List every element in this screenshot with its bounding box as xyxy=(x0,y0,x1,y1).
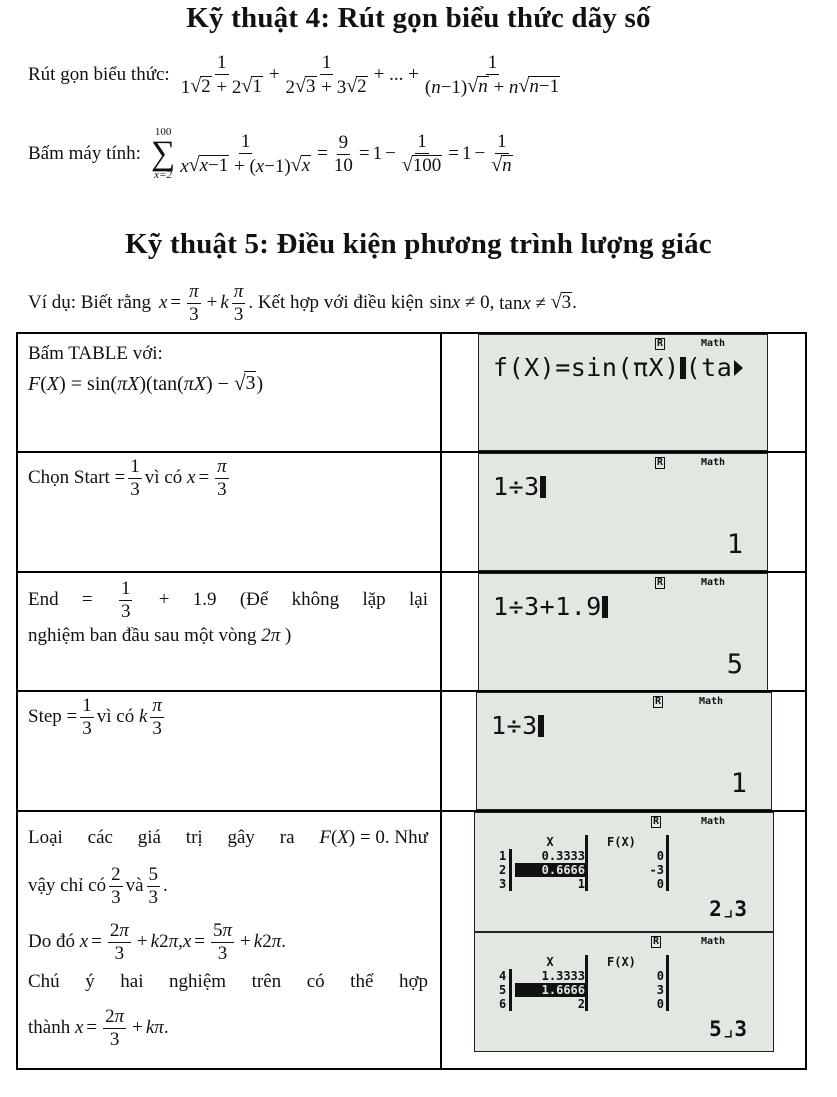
calculator-screen: R Math 1÷3+1.9 5 xyxy=(478,573,768,691)
calculator-table-screen: R Math 1 2 3 X 0.3333 0.6666 1 F(X) 0 -3 0 2⌟3 xyxy=(474,812,774,932)
row1-text: Bấm TABLE với: F(X) = sin(πX)(tan(πX) − √ 3 ) xyxy=(28,340,428,399)
table-row xyxy=(18,451,805,571)
row5-text: Loại các giá trị gây ra F(X) = 0. Như vậy chỉ có $\frac{2}{3}$ và $\frac{5}{3}$ . Do đó x = $\frac{2\pi}{3}$ + k 2 π , x = $\frac{5\pi}{3}$ + k 2 π . Chú ý hai nghiệm trên có thể hợp thành x = $\frac{2\pi}{3}$ + kπ . xyxy=(28,826,428,1050)
example-prefix: Ví dụ: Biết rằng xyxy=(28,292,151,313)
simplify-expression: Rút gọn biểu thức: 1 1 √ 2 + 2 √ 1 + 1 2 √ 3 + 3 √ 2 + ... + 1 (n−1) √ n + n √ n−1 xyxy=(28,51,560,98)
series-term-2: 1 2 √ 3 + 3 √ 2 xyxy=(285,51,367,98)
series-term-1: 1 1 √ 2 + 2 √ 1 xyxy=(180,51,262,98)
table-row xyxy=(18,571,805,690)
condition-tan: tanx ≠ √ 3 xyxy=(499,291,572,314)
cursor-icon xyxy=(540,476,546,498)
series-term-n: 1 (n−1) √ n + n √ n−1 xyxy=(424,51,560,98)
table-row xyxy=(18,690,805,810)
screen-expression: f(X)=sin(πX) (ta xyxy=(493,353,743,382)
row1-formula: F(X) = sin(πX)(tan(πX) − √ 3 ) xyxy=(28,370,264,395)
calculator-screen: R Math 1÷3 1 xyxy=(476,692,772,810)
calculator-screen: R Math 1÷3 1 xyxy=(478,453,768,571)
simplify-label: Rút gọn biểu thức: xyxy=(28,64,170,85)
row3-text: End = $\frac{1}{3}$ + 1.9 (Để không lặp lại nghiệm ban đầu sau một vòng 2π ) xyxy=(28,578,428,646)
table-row xyxy=(18,334,805,451)
cursor-icon xyxy=(538,715,544,737)
table-row xyxy=(18,810,805,1068)
calc-label: Bấm máy tính: xyxy=(28,143,141,164)
ellipsis: + ... + xyxy=(373,64,419,85)
condition-sin: sinx ≠ 0 xyxy=(429,292,490,313)
example-mid: . Kết hợp với điều kiện xyxy=(248,292,424,313)
steps-table xyxy=(16,332,807,1070)
result-1-sqrtn: 1 √ n xyxy=(491,130,512,177)
example-line: Ví dụ: Biết rằng x = $\frac{\pi}{3}$ + k $\frac{\pi}{3}$ . Kết hợp với điều kiện sinx ≠ 0 , tanx ≠ √ 3 . xyxy=(28,280,577,325)
sigma-symbol: 100 ∑ x=2 xyxy=(150,125,176,182)
calculator-sum: Bấm máy tính: 100 ∑ x=2 1 x √ x−1 + (x−1) √ x = $\frac{9}{10}$ = 1 − 1 √ 100 = 1 − 1 √ n xyxy=(28,125,512,182)
scroll-right-arrow-icon xyxy=(734,360,743,376)
sum-term: 1 x √ x−1 + (x−1) √ x xyxy=(180,130,311,177)
result-1-sqrt100: 1 √ 100 xyxy=(401,130,442,177)
result-9-10: $\frac{9}{10}$ xyxy=(333,131,353,176)
calculator-table-screen: R Math 4 5 6 X 1.3333 1.6666 2 F(X) 0 3 0 5⌟3 xyxy=(474,932,774,1052)
row4-text: Step = $\frac{1}{3}$ vì có k $\frac{\pi}{3}$ xyxy=(28,695,162,739)
row2-text: Chọn Start = $\frac{1}{3}$ vì có x = $\frac{\pi}{3}$ xyxy=(28,456,227,500)
section4-title: Kỹ thuật 4: Rút gọn biểu thức dãy số xyxy=(186,2,651,34)
calculator-screen: R Math f(X)=sin(πX) (ta xyxy=(478,334,768,451)
section5-title: Kỹ thuật 5: Điều kiện phương trình lượng giác xyxy=(125,228,712,260)
cursor-icon xyxy=(602,596,608,618)
